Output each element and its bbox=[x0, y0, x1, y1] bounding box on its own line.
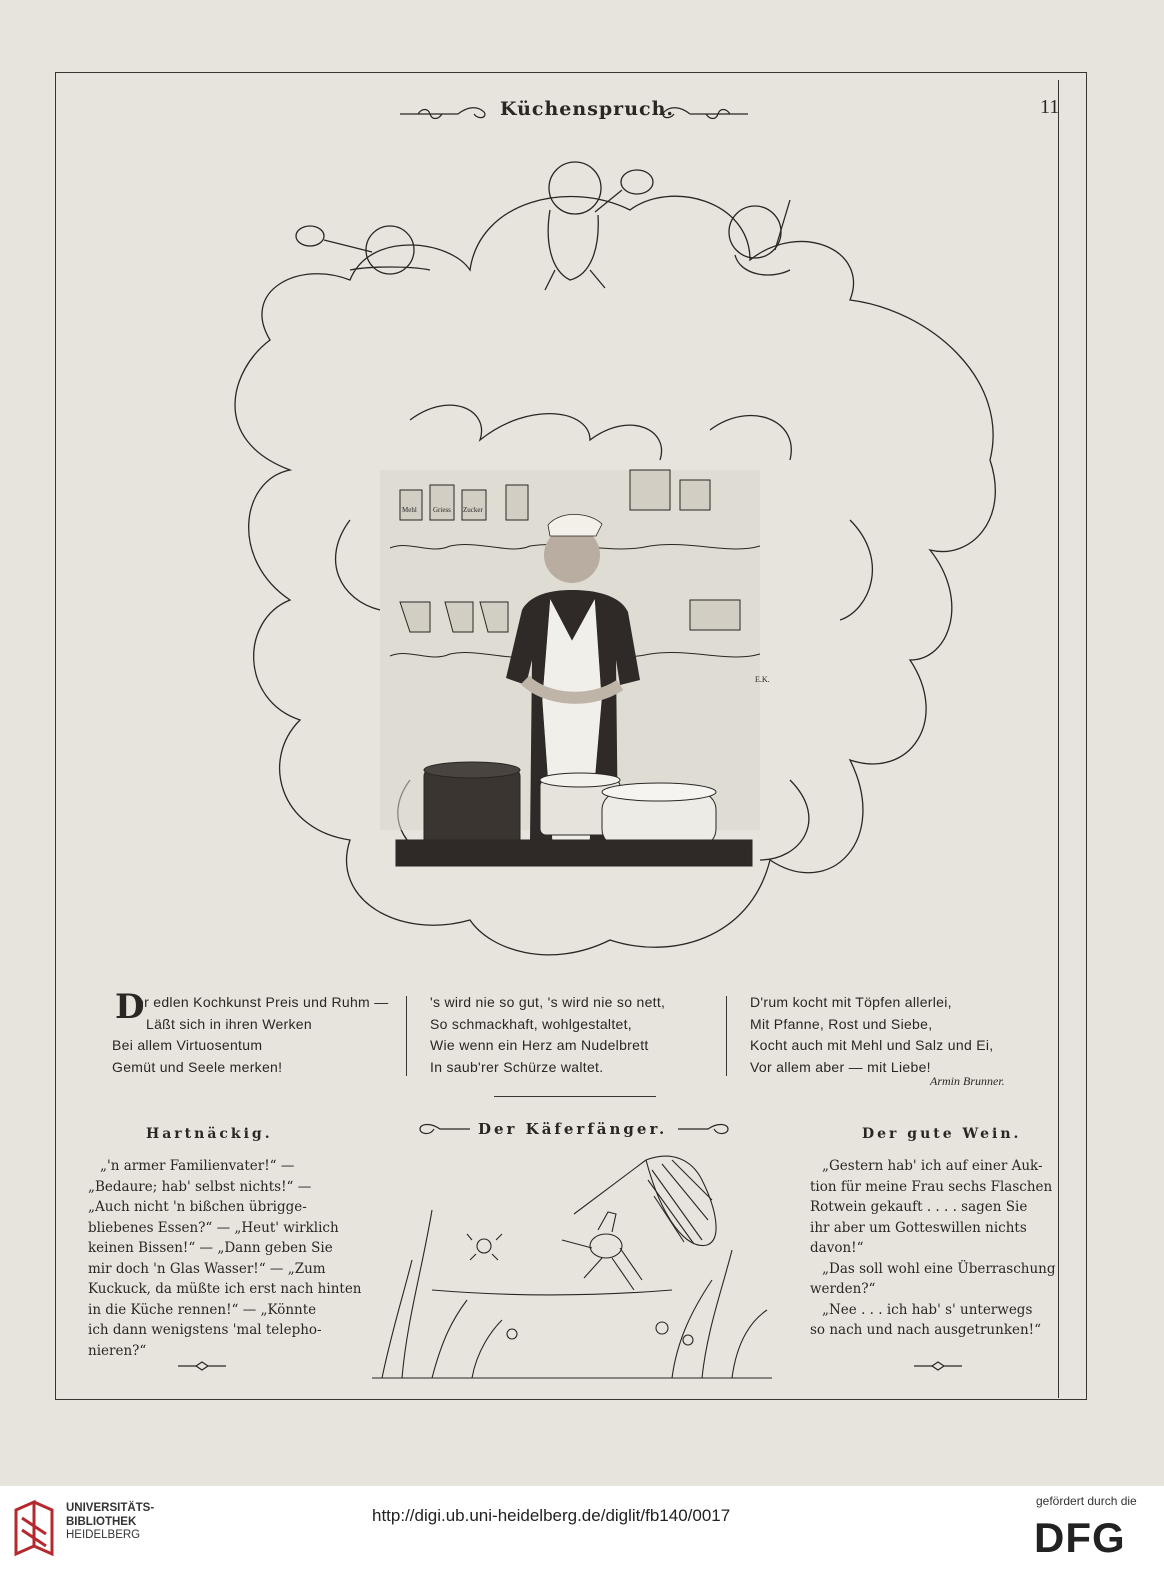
column-rule bbox=[726, 996, 727, 1076]
end-ornament-left bbox=[176, 1360, 228, 1372]
story-title-right: Der gute Wein. bbox=[862, 1126, 1022, 1142]
viewer-footer bbox=[0, 1486, 1164, 1570]
string bbox=[432, 1290, 672, 1295]
library-name-line3: HEIDELBERG bbox=[66, 1529, 141, 1541]
story-line: bliebenes Essen?“ — „Heut' wirklich bbox=[88, 1219, 339, 1236]
title-ornament-right bbox=[676, 1120, 732, 1138]
poem-line: Kocht auch mit Mehl und Salz und Ei, bbox=[750, 1037, 994, 1053]
artist-signature: E.K. bbox=[755, 675, 770, 684]
story-line: „Das soll wohl eine Überraschung bbox=[822, 1260, 1056, 1277]
library-name[interactable] bbox=[66, 1502, 154, 1543]
poem-line: Wie wenn ein Herz am Nudelbrett bbox=[430, 1037, 649, 1053]
poem-dropcap: D bbox=[115, 987, 145, 1027]
poem-stanza-3 bbox=[750, 992, 993, 1078]
header-ornament-right bbox=[660, 104, 750, 124]
story-line: werden?“ bbox=[810, 1281, 876, 1297]
story-line: in die Küche rennen!“ — „Könnte bbox=[88, 1301, 317, 1318]
story-line: mir doch 'n Glas Wasser!“ — „Zum bbox=[88, 1260, 326, 1277]
stove-top bbox=[396, 840, 752, 866]
poem-line: Läßt sich in ihren Werken bbox=[146, 1015, 312, 1032]
story-line: Rotwein gekauft . . . . sagen Sie bbox=[810, 1199, 1028, 1215]
page-border-margin bbox=[1058, 80, 1086, 1398]
poem-line: 's wird nie so gut, 's wird nie so nett, bbox=[430, 994, 666, 1010]
poem-line: In saub'rer Schürze waltet. bbox=[430, 1058, 604, 1075]
flower bbox=[683, 1335, 693, 1345]
dark-pot bbox=[424, 770, 520, 850]
jar bbox=[400, 490, 422, 520]
story-line: „Bedaure; hab' selbst nichts!“ — bbox=[88, 1178, 312, 1195]
kitchen-scene bbox=[380, 470, 770, 866]
end-ornament-right bbox=[912, 1360, 964, 1372]
university-library-logo-icon[interactable] bbox=[12, 1498, 58, 1560]
title-ornament-left bbox=[416, 1120, 472, 1138]
cherub-center bbox=[545, 162, 653, 290]
story-right-text bbox=[810, 1156, 1056, 1341]
jar bbox=[462, 490, 486, 520]
jar bbox=[680, 480, 710, 510]
shelf-pans bbox=[400, 602, 508, 632]
library-name-line2: BIBLIOTHEK bbox=[66, 1515, 137, 1528]
poem-stanza-1-cont bbox=[112, 1035, 282, 1078]
story-line: davon!“ bbox=[810, 1240, 864, 1256]
cherub-left bbox=[296, 226, 430, 274]
flower bbox=[656, 1322, 668, 1334]
story-line: „Auch nicht 'n bißchen übrigge- bbox=[88, 1199, 307, 1215]
permalink-url[interactable]: http://digi.ub.uni-heidelberg.de/diglit/fb140/0017 bbox=[372, 1506, 731, 1525]
jar-label-semolina: Griess bbox=[433, 506, 451, 514]
poem-line: Bei allem Virtuosentum bbox=[112, 1037, 263, 1053]
library-name-line1: UNIVERSITÄTS- bbox=[66, 1502, 155, 1514]
story-line: tion für meine Frau sechs Flaschen bbox=[810, 1178, 1053, 1195]
story-line: „Gestern hab' ich auf einer Auk- bbox=[822, 1158, 1043, 1174]
jar bbox=[506, 485, 528, 520]
flower bbox=[507, 1329, 517, 1339]
poem-line: Gemüt und Seele merken! bbox=[112, 1058, 283, 1075]
page-number: 11 bbox=[1040, 96, 1060, 118]
story-title-center: Der Käferfänger. bbox=[478, 1120, 668, 1138]
poem-line: So schmackhaft, wohlgestaltet, bbox=[430, 1015, 632, 1032]
story-line: ich dann wenigstens 'mal telepho- bbox=[88, 1322, 322, 1338]
story-line: so nach und nach ausgetrunken!“ bbox=[810, 1322, 1042, 1338]
page-title: Küchenspruch. bbox=[500, 98, 674, 120]
jar bbox=[630, 470, 670, 510]
story-line: „'n armer Familienvater!“ — bbox=[100, 1158, 295, 1174]
shelf-pot bbox=[690, 600, 740, 630]
column-rule bbox=[406, 996, 407, 1076]
poem-line: Vor allem aber — mit Liebe! bbox=[750, 1058, 931, 1075]
story-left-text bbox=[88, 1156, 362, 1361]
section-separator bbox=[494, 1096, 656, 1097]
story-line: nieren?“ bbox=[88, 1342, 147, 1359]
story-line: ihr aber um Gotteswillen nichts bbox=[810, 1219, 1027, 1236]
jar bbox=[430, 485, 454, 520]
beetle-catcher-illustration bbox=[372, 1150, 772, 1380]
story-title-left: Hartnäckig. bbox=[146, 1126, 273, 1142]
poem-line: D'rum kocht mit Töpfen allerlei, bbox=[750, 994, 952, 1010]
beetle-with-net bbox=[562, 1156, 716, 1290]
header-ornament-left bbox=[398, 104, 498, 124]
story-line: Kuckuck, da müßte ich erst nach hinten bbox=[88, 1281, 362, 1297]
poem-stanza-2 bbox=[430, 992, 665, 1078]
cherub-right bbox=[729, 200, 790, 275]
poem-line: Mit Pfanne, Rost und Siebe, bbox=[750, 1015, 933, 1032]
grass bbox=[382, 1210, 767, 1378]
jar-label-flour: Mehl bbox=[402, 506, 417, 514]
story-line: keinen Bissen!“ — „Dann geben Sie bbox=[88, 1240, 333, 1256]
kitchen-illustration bbox=[150, 140, 1030, 980]
jar-label-sugar: Zucker bbox=[463, 506, 483, 514]
story-line: „Nee . . . ich hab' s' unterwegs bbox=[822, 1301, 1033, 1318]
beetle bbox=[477, 1239, 491, 1253]
funded-by-label: gefördert durch die bbox=[1036, 1494, 1137, 1508]
poem-stanza-1 bbox=[136, 992, 389, 1035]
dfg-logo[interactable]: DFG bbox=[1034, 1514, 1126, 1561]
poem-line: er edlen Kochkunst Preis und Ruhm — bbox=[136, 994, 389, 1010]
poem-author: Armin Brunner. bbox=[930, 1074, 1005, 1088]
